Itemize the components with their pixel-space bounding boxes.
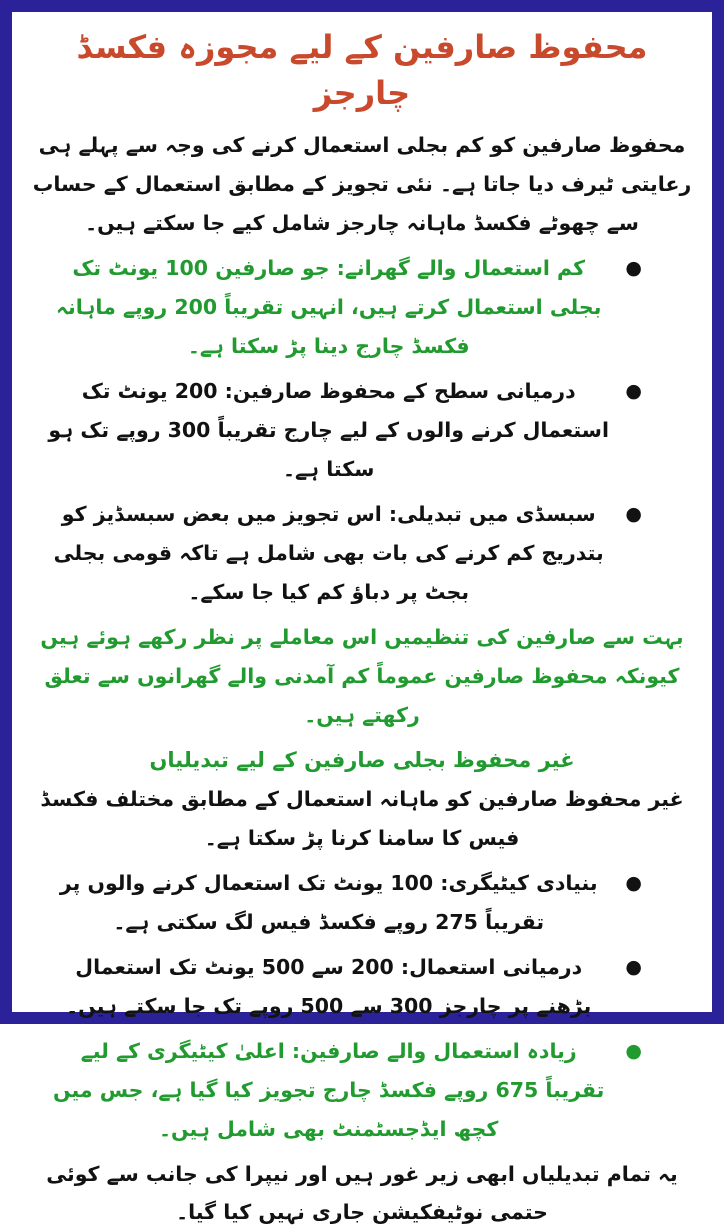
bullet-item: [48, 495, 642, 612]
disclaimer-paragraph: یہ تمام تبدیلیاں ابھی زیر غور ہیں اور نیپرا کی جانب سے کوئی حتمی نوٹیفکیشن جاری نہیں کیا گیا۔: [46, 1162, 678, 1224]
bullet-item: [48, 948, 642, 1026]
bullet-icon: ●: [625, 380, 642, 402]
unprotected-section-heading: غیر محفوظ بجلی صارفین کے لیے تبدیلیاں: [149, 748, 575, 772]
bullet-text: درمیانی استعمال: 200 سے 500 یونٹ تک استعمال بڑھنے پر چارجز 300 سے 500 روپے تک جا سکتے ہیں۔: [66, 955, 592, 1018]
bullet-item: [48, 864, 642, 942]
bullet-icon: ●: [625, 503, 642, 525]
unprotected-charges-list: [28, 864, 696, 1149]
protected-charges-list: [28, 249, 696, 612]
bullet-icon: ●: [625, 1040, 642, 1062]
bullet-text: بنیادی کیٹیگری: 100 یونٹ تک استعمال کرنے والوں پر تقریباً 275 روپے فکسڈ فیس لگ سکتی ہے۔: [59, 871, 598, 934]
bullet-text: سبسڈی میں تبدیلی: اس تجویز میں بعض سبسڈیز کو بتدریج کم کرنے کی بات بھی شامل ہے تاکہ قومی بجلی بجٹ پر دباؤ کم کیا جا سکے۔: [53, 502, 604, 604]
bullet-icon: ●: [625, 956, 642, 978]
page-title: محفوظ صارفین کے لیے مجوزہ فکسڈ چارجز: [76, 28, 648, 112]
bullet-text: درمیانی سطح کے محفوظ صارفین: 200 یونٹ تک استعمال کرنے والوں کے لیے چارج تقریباً 300 روپے تک ہو سکتا ہے۔: [48, 379, 609, 481]
bullet-text: زیادہ استعمال والے صارفین: اعلیٰ کیٹیگری کے لیے تقریباً 675 روپے فکسڈ چارج تجویز کیا گیا ہے، جس میں کچھ ایڈجسٹمنٹ بھی شامل ہیں۔: [53, 1039, 605, 1141]
bullet-item: [48, 249, 642, 366]
intro-paragraph: محفوظ صارفین کو کم بجلی استعمال کرنے کی وجہ سے پہلے ہی رعایتی ٹیرف دیا جاتا ہے۔ نئی تجویز کے مطابق استعمال کے حساب سے چھوٹے فکسڈ ماہانہ چارجز شامل کیے جا سکتے ہیں۔: [32, 133, 692, 235]
bullet-icon: ●: [625, 872, 642, 894]
bullet-text: کم استعمال والے گھرانے: جو صارفین 100 یونٹ تک بجلی استعمال کرتے ہیں، انہیں تقریباً 200 روپے ماہانہ فکسڈ چارج دینا پڑ سکتا ہے۔: [55, 256, 602, 358]
bullet-item: [48, 1032, 642, 1149]
consumer-organizations-note: بہت سے صارفین کی تنظیمیں اس معاملے پر نظر رکھے ہوئے ہیں کیونکہ محفوظ صارفین عموماً کم آمدنی والے گھرانوں سے تعلق رکھتے ہیں۔: [40, 625, 684, 727]
bullet-icon: ●: [625, 257, 642, 279]
unprotected-intro-paragraph: غیر محفوظ صارفین کو ماہانہ استعمال کے مطابق مختلف فکسڈ فیس کا سامنا کرنا پڑ سکتا ہے۔: [40, 787, 684, 850]
bullet-item: [48, 372, 642, 489]
